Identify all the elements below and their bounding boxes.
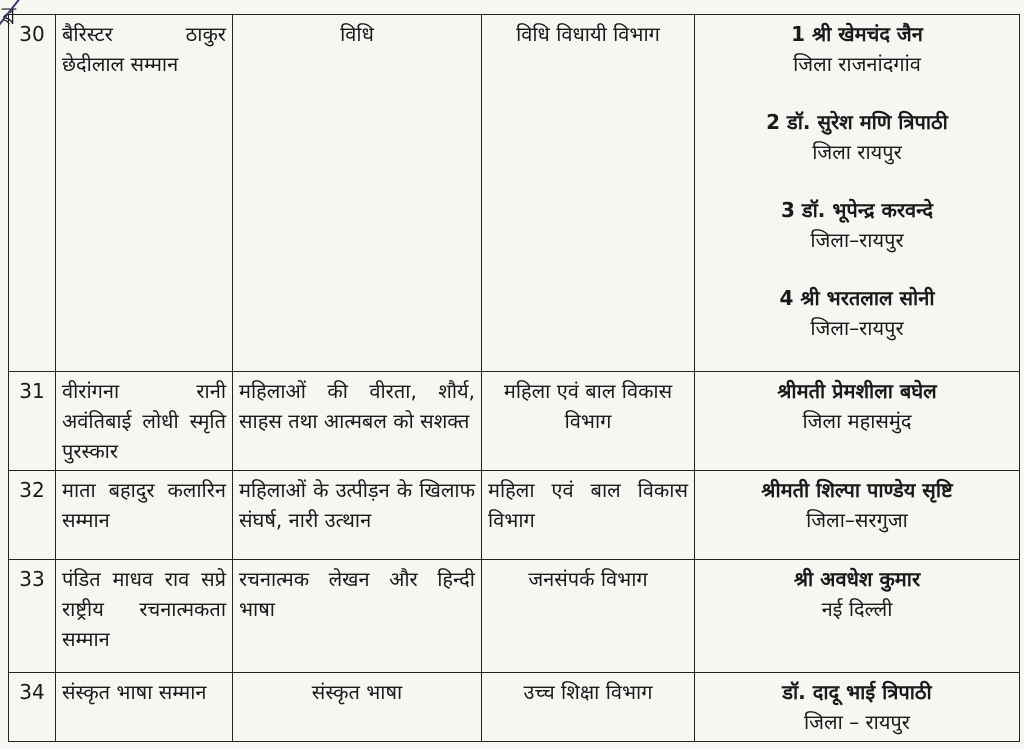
award-field: महिलाओं के उत्पीड़न के खिलाफ संघर्ष, नारी उत्थान: [233, 471, 482, 560]
table-row: [9, 15, 1020, 372]
winner-name: 2 डॉ. सुरेश मणि त्रिपाठी: [766, 110, 948, 134]
serial-number: 30: [9, 15, 56, 372]
award-field: संस्कृत भाषा: [233, 673, 482, 742]
table-row: [9, 372, 1020, 471]
winners-cell: [695, 560, 1020, 673]
award-name: वीरांगना रानी अवंतिबाई लोधी स्मृति पुरस्कार: [56, 372, 233, 471]
winner-name: श्रीमती शिल्पा पाण्डेय सृष्टि: [761, 478, 953, 502]
winner-district: नई दिल्ली: [821, 597, 893, 621]
department: जनसंपर्क विभाग: [482, 560, 695, 673]
winners-cell: [695, 471, 1020, 560]
department: उच्च शिक्षा विभाग: [482, 673, 695, 742]
department: विधि विधायी विभाग: [482, 15, 695, 372]
serial-number: 31: [9, 372, 56, 471]
table-row: [9, 673, 1020, 742]
winners-cell: [695, 673, 1020, 742]
winner-district: जिला–रायपुर: [810, 316, 904, 340]
winner-district: जिला–सरगुजा: [806, 508, 908, 532]
winner-name: श्री अवधेश कुमार: [793, 567, 921, 591]
winner-name: 3 डॉ. भूपेन्द्र करवन्दे: [781, 198, 933, 222]
award-field: रचनात्मक लेखन और हिन्दी भाषा: [233, 560, 482, 673]
winner-name: श्रीमती प्रेमशीला बघेल: [777, 379, 937, 403]
serial-number: 33: [9, 560, 56, 673]
winner-name: डॉ. दादू भाई त्रिपाठी: [782, 680, 932, 704]
table-row: [9, 471, 1020, 560]
awards-table: [8, 14, 1020, 742]
winner-name: 1 श्री खेमचंद जैन: [791, 22, 923, 46]
winner-district: जिला रायपुर: [812, 140, 902, 164]
award-field: विधि: [233, 15, 482, 372]
winner-district: जिला राजनांदगांव: [793, 52, 921, 76]
winner-district: जिला – रायपुर: [804, 710, 910, 734]
serial-number: 34: [9, 673, 56, 742]
winner-district: जिला–रायपुर: [810, 228, 904, 252]
award-name: संस्कृत भाषा सम्मान: [56, 673, 233, 742]
winner-district: जिला महासमुंद: [802, 409, 912, 433]
winners-cell: [695, 15, 1020, 372]
award-name: माता बहादुर कलारिन सम्मान: [56, 471, 233, 560]
table-row: [9, 560, 1020, 673]
award-name: पंडित माधव राव सप्रे राष्ट्रीय रचनात्मकता सम्मान: [56, 560, 233, 673]
award-field: महिलाओं की वीरता, शौर्य, साहस तथा आत्मबल को सशक्त: [233, 372, 482, 471]
serial-number: 32: [9, 471, 56, 560]
department: महिला एवं बाल विकास विभाग: [482, 471, 695, 560]
winner-name: 4 श्री भरतलाल सोनी: [779, 286, 935, 310]
winners-cell: [695, 372, 1020, 471]
page-corner-mark: ৱ: [2, 2, 17, 30]
department: महिला एवं बाल विकास विभाग: [482, 372, 695, 471]
award-name: बैरिस्टर ठाकुर छेदीलाल सम्मान: [56, 15, 233, 372]
